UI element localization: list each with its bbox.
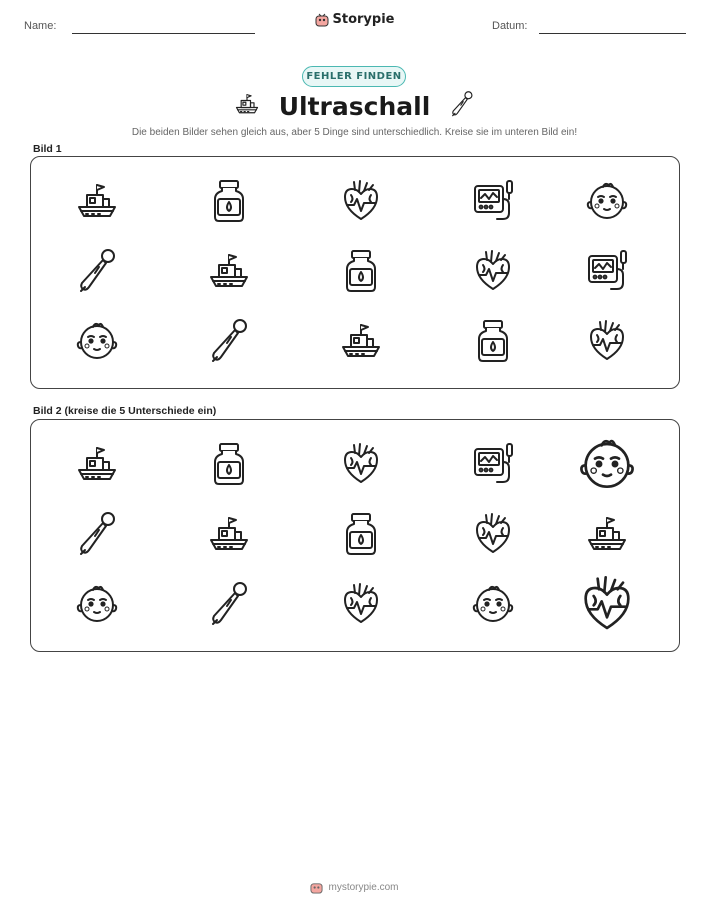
ultrasound-probe-icon <box>205 317 253 365</box>
date-label: Datum: <box>492 20 528 32</box>
brand-logo <box>0 12 709 27</box>
activity-badge: FEHLER FINDEN <box>302 66 406 87</box>
medicine-bottle-icon[interactable] <box>337 510 385 558</box>
heart-icon[interactable] <box>575 572 639 636</box>
baby-face-icon[interactable] <box>469 580 517 628</box>
ultrasound-monitor-icon <box>583 247 631 295</box>
boat-icon[interactable] <box>73 440 121 488</box>
picture2-panel[interactable] <box>30 419 680 652</box>
name-label: Name: <box>24 20 57 32</box>
boat-icon <box>233 90 261 122</box>
heart-icon <box>469 247 517 295</box>
heart-icon[interactable] <box>337 580 385 628</box>
medicine-bottle-icon <box>337 247 385 295</box>
medicine-bottle-icon[interactable] <box>205 440 253 488</box>
footer <box>0 881 709 894</box>
heart-icon <box>583 317 631 365</box>
heart-icon[interactable] <box>337 440 385 488</box>
page-title: Ultraschall <box>278 91 431 121</box>
title-row <box>0 90 709 122</box>
baby-face-icon[interactable] <box>73 580 121 628</box>
date-line[interactable] <box>539 33 686 34</box>
heart-icon[interactable] <box>469 510 517 558</box>
ultrasound-probe-icon[interactable] <box>73 510 121 558</box>
ultrasound-probe-icon <box>73 247 121 295</box>
instructions: Die beiden Bilder sehen gleich aus, aber 5 Dinge sind unterschiedlich. Kreise sie im unteren Bild ein! <box>131 127 578 138</box>
ultrasound-monitor-icon <box>469 177 517 225</box>
baby-face-icon <box>583 177 631 225</box>
storypie-mascot-icon <box>310 881 323 894</box>
baby-face-icon <box>73 317 121 365</box>
ultrasound-probe-icon[interactable] <box>205 580 253 628</box>
medicine-bottle-icon <box>469 317 517 365</box>
boat-icon <box>73 177 121 225</box>
footer-url: mystorypie.com <box>328 882 399 893</box>
ultrasound-monitor-icon[interactable] <box>469 440 517 488</box>
ultrasound-probe-icon <box>448 90 476 122</box>
picture1-panel <box>30 156 680 389</box>
boat-icon[interactable] <box>583 510 631 558</box>
baby-face-icon[interactable] <box>575 432 639 496</box>
boat-icon <box>205 247 253 295</box>
medicine-bottle-icon <box>205 177 253 225</box>
boat-icon <box>337 317 385 365</box>
picture2-label: Bild 2 (kreise die 5 Unterschiede ein) <box>33 405 217 417</box>
heart-icon <box>337 177 385 225</box>
picture1-label: Bild 1 <box>33 143 62 155</box>
name-line[interactable] <box>72 33 255 34</box>
boat-icon[interactable] <box>205 510 253 558</box>
brand-name: Storypie <box>332 12 395 27</box>
storypie-mascot-icon <box>315 13 329 27</box>
